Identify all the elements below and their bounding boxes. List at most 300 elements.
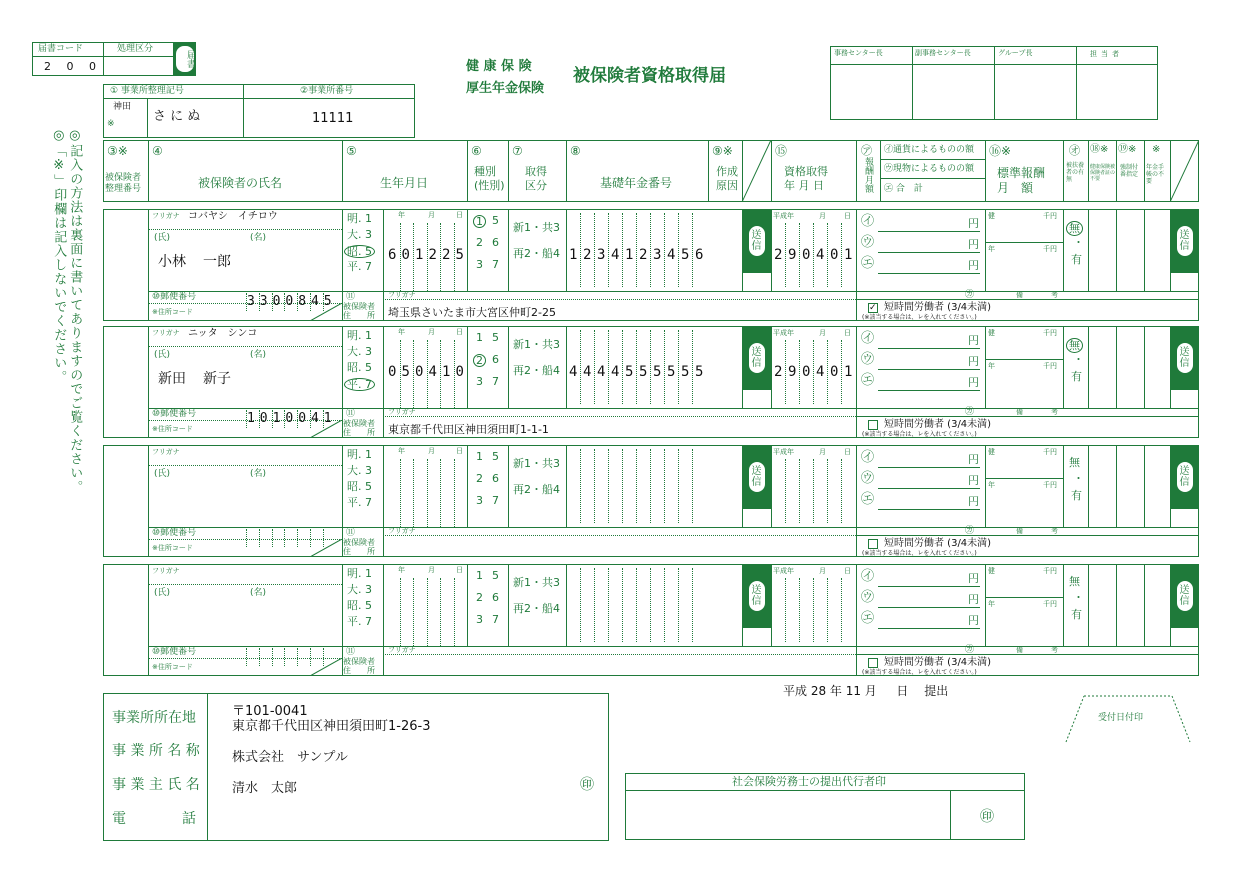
person-col [342,326,343,408]
office-id-hline [103,98,415,99]
pay-mark: ㋓ [861,611,875,626]
first-name: 新子 [203,371,231,387]
nenkin-label: 年 [988,481,995,489]
person-col-remark [856,408,857,438]
office-mark: ※ [107,119,115,129]
person-col [771,326,772,408]
kind-option: 5 [492,569,499,582]
pay-field [878,332,980,349]
person-col [342,209,343,291]
col-a-num: ㋐ [861,144,872,157]
remark-label: 備 考 [1016,646,1058,654]
dependent-yes: 有 [1071,370,1082,383]
postal-cell [297,648,298,666]
col-o-label: 被扶養者の有無 [1066,162,1085,184]
column-divider [342,140,343,202]
day-label: 日 [456,566,463,574]
pension-digit: 5 [653,364,662,380]
office-box-label-1: 事務センター長 [834,49,883,57]
pension-cell [636,330,637,404]
dependent-dot: ・ [1073,236,1084,249]
person-col [1063,209,1064,291]
person-col [467,209,468,291]
person-col [985,564,986,646]
pension-cell [608,213,609,287]
person-col-remark [856,646,857,676]
person-col [467,445,468,527]
dependent-yes: 有 [1071,253,1082,266]
pay-mark: ㋒ [861,590,875,605]
acq-digit: 9 [788,247,797,263]
pension-cell [608,330,609,404]
person-col [566,209,567,291]
sen-label: 千円 [1043,481,1057,489]
col-5-label: 生年月日 [380,176,429,190]
person-col [342,445,343,527]
person-col [1116,445,1117,527]
col-16-num: ⑯※ [989,144,1012,158]
column-divider [985,140,986,202]
col-a-row1: ㋑通貨によるものの額 [884,145,975,155]
pension-digit: 1 [569,247,578,263]
person-furi-sep [148,346,342,347]
received-stamp-label: 受付日付印 [1098,713,1144,723]
stamp-label: 届書 [176,46,194,72]
col-18-num: ⑱※ [1090,144,1109,155]
col-8-label: 基礎年金番号 [600,176,673,190]
col-7-num: ⑦ [512,144,523,158]
day-label: 日 [456,328,463,336]
last-name: 新田 [158,371,186,387]
acq-cell [827,340,828,404]
col-a-row2: ㋒現物によるものの額 [884,164,975,174]
column-divider [467,140,468,202]
postal-cell [284,529,285,547]
pay-field [878,570,980,587]
send-button-right[interactable] [1170,445,1199,509]
agent-label: 社会保険労務士の提出代行者印 [732,775,886,788]
kind-option: 6 [492,236,499,249]
office-stamp-v3 [1076,46,1077,120]
person-col [1144,445,1145,527]
pension-cell [678,568,679,642]
remark-num: ㋕ [965,290,975,300]
yen-label: 円 [968,238,979,251]
person-furi-sep [148,229,342,230]
pension-cell [650,213,651,287]
pension-cell [636,568,637,642]
acq-cell [785,340,786,404]
send-label: 送信 [1177,343,1193,373]
acq-digit: 0 [802,247,811,263]
sen-label: 千円 [1043,329,1057,337]
kind-option: 5 [492,214,499,227]
pension-cell [678,213,679,287]
birth-digit: 0 [388,364,397,380]
send-button[interactable] [742,445,771,509]
column-divider [1116,140,1117,202]
birth-cell [400,459,401,527]
col-16-label: 標準報酬 月 額 [997,166,1046,195]
dependent-yes: 有 [1071,489,1082,502]
birth-cell [427,459,428,527]
send-button-right[interactable] [1170,209,1199,273]
col-15-label: 資格取得 年 月 日 [784,165,828,192]
acq-cell [841,578,842,642]
column-divider [148,140,149,202]
pay-mark: ㋑ [861,214,875,229]
birth-cell [454,223,455,291]
kind-option: 2 [476,591,483,604]
person-col [771,209,772,291]
pension-cell [636,213,637,287]
employer-tel-label: 電 話 [112,811,196,827]
form-code-label: 届書コード [38,44,84,54]
office-stamp-v1 [912,46,913,120]
furigana-label: フリガナ [152,448,180,456]
kenpo-label: 健 [988,448,995,456]
heisei-label: 平成年 [773,448,794,456]
col-6-num: ⑥ [471,144,482,158]
col-7-label: 取得 区分 [525,165,547,192]
birth-cell [413,223,414,291]
acq-option-1: 新1・共3 [513,576,560,589]
person-col-left [148,445,149,557]
col-9-label: 作成 原因 [716,165,738,192]
remark-num: ㋕ [965,526,975,536]
person-col-remark [856,527,857,557]
kind-option: 2 [473,354,486,367]
pay-mark: ㋒ [861,471,875,486]
month-label: 月 [428,566,435,574]
employer-address-label: 事業所所在地 [112,710,196,726]
postal-cell [272,529,273,547]
acq-cell [799,578,800,642]
pay-mark: ㋓ [861,492,875,507]
person-col [342,564,343,646]
month-label: 月 [819,567,826,575]
col-4-num: ④ [152,144,163,158]
part-time-note: (※該当する場合は、レを入れてください。) [862,314,977,321]
col-a-line2 [880,178,985,179]
shi-label: (氏) [154,469,171,479]
acq-cell [785,578,786,642]
addr-furigana: フリガナ [388,408,416,416]
dependent-none: 無 [1069,575,1080,588]
person-col [771,564,772,646]
person-col [566,326,567,408]
person-col [985,326,986,408]
kind-option: 3 [476,613,483,626]
furigana-value: コバヤシ イチロウ [188,211,278,222]
send-label: 送信 [749,226,765,256]
col-6-label: 種別 (性別) [474,165,505,192]
pension-digit: 5 [681,364,690,380]
person-col [1088,564,1089,646]
era-option: 昭. 5 [347,361,372,374]
employer-address: 東京都千代田区神田須田町1-26-3 [232,719,431,734]
postal-label: ⑩郵便番号 [152,528,197,538]
acq-digit: 4 [816,364,825,380]
acq-option-2: 再2・船4 [513,247,560,260]
addr-num: ⑪ [346,647,356,657]
person-col [1088,209,1089,291]
pension-digit: 5 [625,364,634,380]
day-label: 日 [844,329,851,337]
postal-digit: 3 [259,294,268,309]
postal-cell [246,529,247,547]
yen-label: 円 [968,495,979,508]
addr-code-slash [310,420,342,438]
year-label: 年 [398,328,405,336]
sen-label: 千円 [1043,212,1057,220]
dependent-dot: ・ [1073,591,1084,604]
office-seiri-value: さ に ぬ [153,109,201,124]
part-time-note: (※該当する場合は、レを入れてください。) [862,550,977,557]
col-9-slash [742,140,771,202]
pay-field [878,353,980,370]
pay-mark: ㋑ [861,450,875,465]
acq-digit: 2 [774,247,783,263]
yen-label: 円 [968,217,979,230]
birth-cell [427,223,428,291]
month-label: 月 [428,447,435,455]
dependent-none: 無 [1069,456,1080,469]
pension-cell [692,449,693,523]
office-id-v [243,84,244,138]
acq-option-1: 新1・共3 [513,338,560,351]
era-option: 明. 1 [347,567,372,580]
day-label: 日 [456,447,463,455]
pension-cell [580,568,581,642]
pension-digit: 4 [569,364,578,380]
acq-digit: 0 [830,364,839,380]
person-col [508,326,509,408]
send-label: 送信 [749,343,765,373]
furigana-label: フリガナ [152,212,180,220]
pension-digit: 2 [639,247,648,263]
part-time-note: (※該当する場合は、レを入れてください。) [862,669,977,676]
pension-digit: 2 [583,247,592,263]
pension-digit: 3 [597,247,606,263]
send-label: 送信 [1177,581,1193,611]
year-label: 年 [398,211,405,219]
year-label: 年 [398,447,405,455]
col-9-num: ⑨※ [712,144,733,158]
addr-code-label: ※住所コード [152,308,193,316]
send-button-right[interactable] [1170,564,1199,628]
postal-cell [246,648,247,666]
sen-label: 千円 [1043,567,1057,575]
postal-digit: 1 [272,411,281,426]
pension-cell [608,449,609,523]
part-time-checkbox[interactable] [868,420,878,430]
pension-cell [622,449,623,523]
pay-field [878,472,980,489]
yen-label: 円 [968,474,979,487]
person-col [1144,564,1145,646]
acq-digit: 2 [774,364,783,380]
side-note-2: ◎「※」印欄は記入しないでください。 [51,128,67,384]
pension-cell [580,213,581,287]
yen-label: 円 [968,593,979,606]
pension-digit: 1 [625,247,634,263]
postal-cell [272,648,273,666]
addr-furigana: フリガナ [388,291,416,299]
postal-label: ⑩郵便番号 [152,292,197,302]
column-divider [708,140,709,202]
mei-label: (名) [250,469,267,479]
addr-code-label: ※住所コード [152,425,193,433]
std-line [985,597,1063,598]
col-19-num: ⑲※ [1118,144,1137,155]
yen-label: 円 [968,453,979,466]
pension-digit: 5 [695,364,704,380]
pay-mark: ㋓ [861,256,875,271]
shi-label: (氏) [154,588,171,598]
birth-cell [400,340,401,408]
column-divider [1144,140,1145,202]
addr-code-slash [310,658,342,676]
office-seiri-label: ① 事業所整理記号 [110,86,184,96]
column-divider [1088,140,1089,202]
shi-label: (氏) [154,233,171,243]
person-col [856,326,857,408]
dependent-dot: ・ [1073,472,1084,485]
era-option: 大. 3 [347,345,372,358]
address-value: 東京都千代田区神田須田町1-1-1 [388,423,549,436]
employer-seal: ㊞ [580,777,594,793]
send-button[interactable] [742,564,771,628]
part-time-label: 短時間労働者 (3/4未満) [884,302,992,313]
yen-label: 円 [968,572,979,585]
pension-cell [594,330,595,404]
col-18-label: 健康保険被保険者証の不要 [1090,164,1116,182]
send-button[interactable] [742,209,771,273]
birth-digit: 2 [442,247,451,263]
birth-cell [427,578,428,646]
pay-field [878,374,980,391]
person-col [771,445,772,527]
kind-option: 2 [476,472,483,485]
postal-digit: 0 [285,294,294,309]
pay-field [878,257,980,274]
birth-digit: 0 [455,364,464,380]
acq-cell [827,578,828,642]
birth-cell [454,459,455,527]
heisei-label: 平成年 [773,212,794,220]
person-col [1063,326,1064,408]
send-button[interactable] [742,326,771,390]
postal-cell [297,529,298,547]
pension-digit: 4 [611,247,620,263]
person-col [566,445,567,527]
pension-digit: 4 [667,247,676,263]
yen-label: 円 [968,614,979,627]
addr-code-label: ※住所コード [152,544,193,552]
person-col-addr2 [383,408,384,438]
acq-cell [813,340,814,404]
pay-field [878,612,980,629]
month-label: 月 [428,211,435,219]
kind-option: 7 [492,375,499,388]
std-line [985,242,1063,243]
person-col [1144,209,1145,291]
sen-label: 千円 [1043,448,1057,456]
dependent-yes: 有 [1071,608,1082,621]
pension-cell [678,449,679,523]
acq-digit: 1 [844,364,853,380]
postal-digit: 8 [298,294,307,309]
postal-cell [259,648,260,666]
pension-digit: 5 [667,364,676,380]
submit-date: 平成 28 年 11 月 日 提出 [783,684,949,698]
kind-option: 5 [492,331,499,344]
std-line [985,359,1063,360]
part-time-checkbox[interactable] [868,539,878,549]
sen-label: 千円 [1043,245,1057,253]
birth-cell [454,340,455,408]
yen-label: 円 [968,259,979,272]
pay-mark: ㋑ [861,331,875,346]
furigana-label: フリガナ [152,567,180,575]
person-col-addr2 [383,527,384,557]
col-19-label: 強制付番指定 [1120,164,1139,179]
send-button-right[interactable] [1170,326,1199,390]
part-time-checkbox[interactable] [868,658,878,668]
pension-cell [650,568,651,642]
birth-cell [440,340,441,408]
pension-cell [678,330,679,404]
person-col [566,564,567,646]
acq-cell [827,459,828,523]
mei-label: (名) [250,350,267,360]
person-col [1088,326,1089,408]
acq-cell [813,223,814,287]
person-frame [103,564,1199,676]
col-3-num: ③※ [107,144,128,158]
kenpo-label: 健 [988,212,995,220]
employer-divider [207,693,208,841]
addr-num: ⑪ [346,409,356,419]
postal-digit: 0 [272,294,281,309]
person-col [1063,564,1064,646]
pay-mark: ㋒ [861,352,875,367]
person-furi-line [383,299,856,300]
birth-digit: 5 [455,247,464,263]
agent-vline [950,790,951,840]
addr-code-slash [310,539,342,557]
part-time-checkbox[interactable]: ✓ [869,303,877,313]
pension-digit: 4 [597,364,606,380]
person-furi-sep [148,584,342,585]
person-col [467,326,468,408]
office-stamp-v2 [994,46,995,120]
remark-label: 備 考 [1016,291,1058,299]
kind-option: 1 [473,215,486,228]
acq-digit: 1 [844,247,853,263]
furigana-label: フリガナ [152,329,180,337]
col-a-inner [880,140,881,202]
acq-cell [799,340,800,404]
acq-digit: 9 [788,364,797,380]
pension-cell [692,568,693,642]
person-col-left [148,326,149,438]
month-label: 月 [819,212,826,220]
birth-cell [454,578,455,646]
postal-digit: 0 [298,411,307,426]
col-x-num: ※ [1152,144,1161,155]
